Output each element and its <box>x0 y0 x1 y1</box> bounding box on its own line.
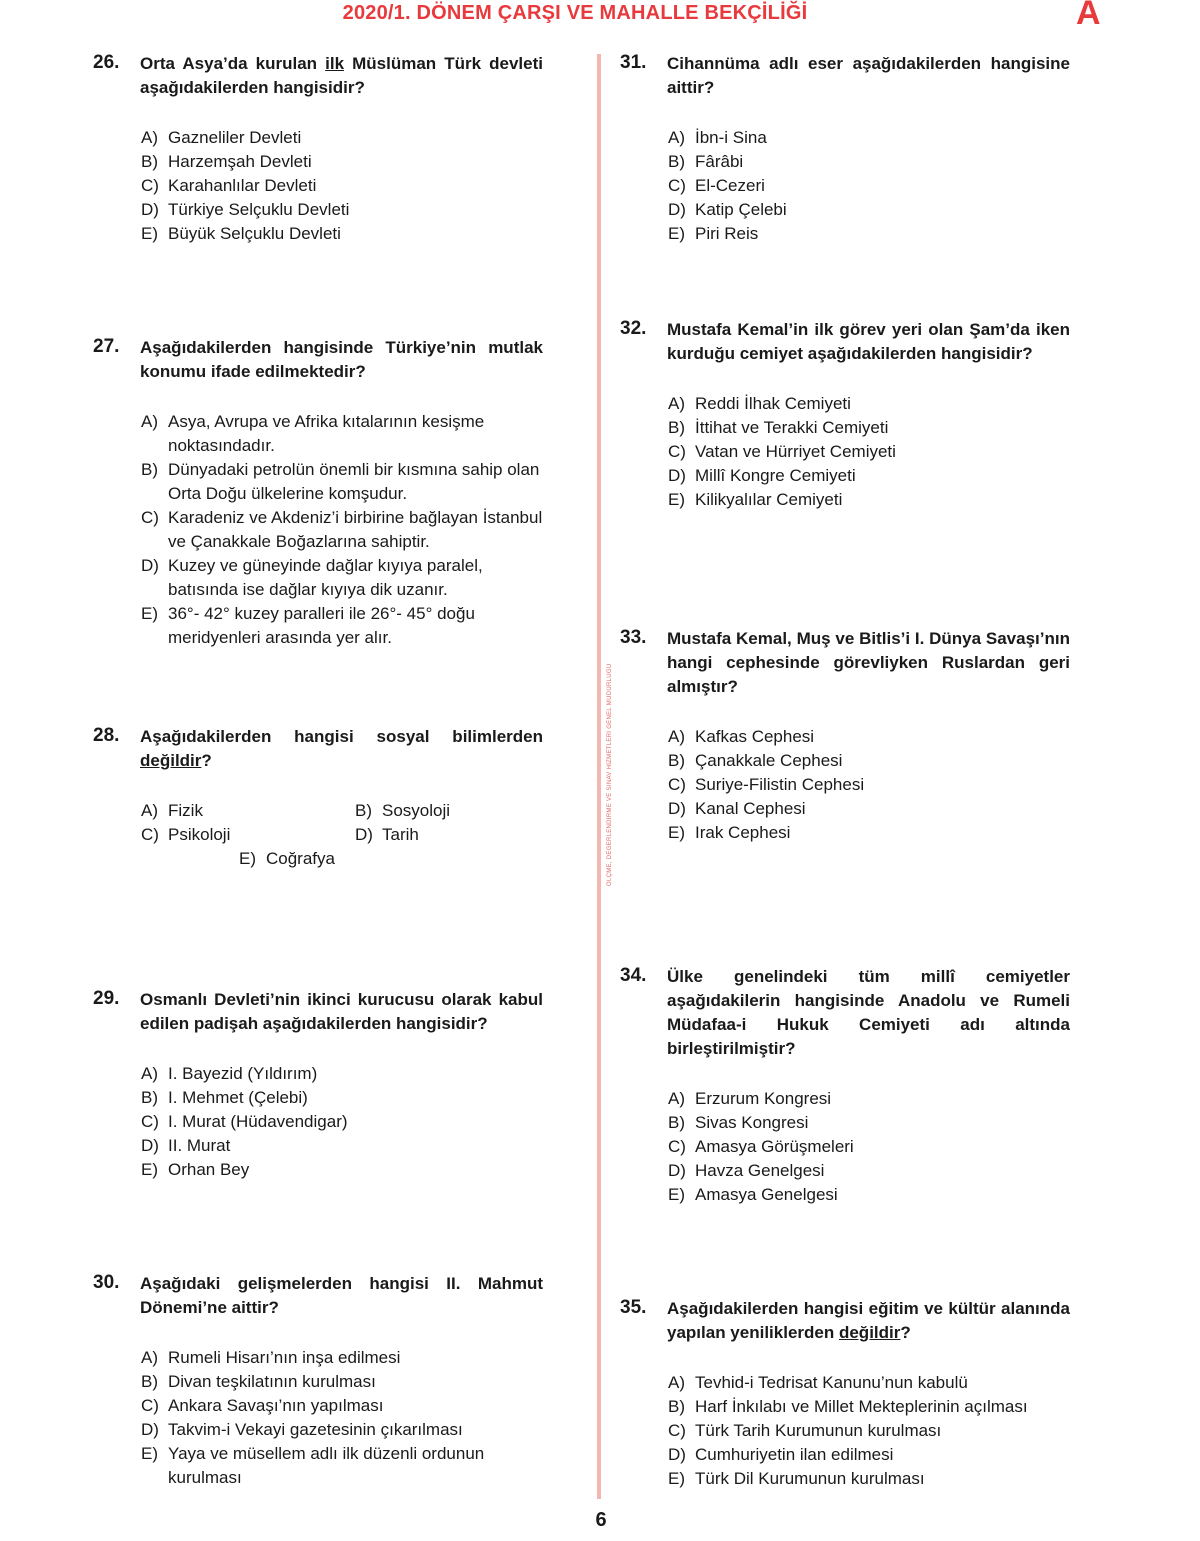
publisher-side-text: ÖLÇME, DEĞERLENDİRME VE SINAV HİZMETLERİ GENEL MÜDÜRLÜĞÜ <box>607 663 613 887</box>
option-b[interactable]: B) Sivas Kongresi <box>668 1113 809 1132</box>
question-stem: Cihannüma adlı eser aşağıdakilerden hangisine aittir? <box>667 54 1070 97</box>
option-d[interactable]: D) Katip Çelebi <box>668 200 787 219</box>
question-31 <box>620 52 1070 246</box>
option-list <box>668 725 1070 845</box>
option-e[interactable]: E) Büyük Selçuklu Devleti <box>141 224 341 243</box>
option-e[interactable]: E) Orhan Bey <box>141 1160 250 1179</box>
option-a[interactable]: A) Rumeli Hisarı’nın inşa edilmesi <box>141 1348 401 1367</box>
exam-title: 2020/1. DÖNEM ÇARŞI VE MAHALLE BEKÇİLİĞİ <box>342 2 808 24</box>
question-32 <box>620 318 1070 512</box>
option-e[interactable]: E) Coğrafya <box>239 849 335 868</box>
question-stem: Mustafa Kemal, Muş ve Bitlis’i I. Dünya Savaşı’nın hangi cephesinde görevliyken Ruslardan geri almıştır? <box>667 629 1070 696</box>
option-e[interactable]: E) Kilikyalılar Cemiyeti <box>668 490 843 509</box>
option-e[interactable]: E) Piri Reis <box>668 224 759 243</box>
question-stem: Ülke genelindeki tüm millî cemiyetler aşağıdakilerin hangisinde Anadolu ve Rumeli Müdafaa-i Hukuk Cemiyeti adı altında birleştirilmiştir? <box>667 967 1070 1058</box>
option-c[interactable]: C) Karadeniz ve Akdeniz’i birbirine bağlayan İstanbul ve Çanakkale Boğazlarına sahiptir. <box>141 508 543 551</box>
option-list <box>141 1346 543 1490</box>
option-list <box>668 392 1070 512</box>
question-number: 29. <box>93 988 120 1009</box>
option-b[interactable]: B) Sosyoloji <box>355 801 451 820</box>
option-a[interactable]: A) Tevhid-i Tedrisat Kanunu’nun kabulü <box>668 1373 968 1392</box>
option-b[interactable]: B) Harzemşah Devleti <box>141 152 312 171</box>
option-grid <box>141 799 543 871</box>
option-list <box>668 1087 1070 1207</box>
option-b[interactable]: B) Harf İnkılabı ve Millet Mekteplerinin açılması <box>668 1397 1028 1416</box>
option-list <box>141 410 543 650</box>
question-26 <box>93 52 543 246</box>
option-d[interactable]: D) Cumhuriyetin ilan edilmesi <box>668 1445 894 1464</box>
option-b[interactable]: B) Dünyadaki petrolün önemli bir kısmına sahip olan Orta Doğu ülkelerine komşudur. <box>141 460 540 503</box>
option-d[interactable]: D) II. Murat <box>141 1136 231 1155</box>
booklet-letter: A <box>1076 0 1101 32</box>
option-d[interactable]: D) Takvim-i Vekayi gazetesinin çıkarılması <box>141 1420 463 1439</box>
question-stem: Aşağıdakilerden hangisi eğitim ve kültür alanında yapılan yeniliklerden değildir? <box>667 1299 1070 1342</box>
option-e[interactable]: E) Türk Dil Kurumunun kurulması <box>668 1469 925 1488</box>
option-c[interactable]: C) I. Murat (Hüdavendigar) <box>141 1112 348 1131</box>
question-number: 28. <box>93 725 120 746</box>
option-list <box>141 126 543 246</box>
question-stem: Aşağıdakilerden hangisinde Türkiye’nin mutlak konumu ifade edilmektedir? <box>140 338 543 381</box>
option-b[interactable]: B) Divan teşkilatının kurulması <box>141 1372 376 1391</box>
option-c[interactable]: C) Karahanlılar Devleti <box>141 176 317 195</box>
option-d[interactable]: D) Tarih <box>355 825 419 844</box>
option-c[interactable]: C) El-Cezeri <box>668 176 765 195</box>
option-e[interactable]: E) Irak Cephesi <box>668 823 791 842</box>
question-35 <box>620 1297 1070 1491</box>
option-b[interactable]: B) I. Mehmet (Çelebi) <box>141 1088 308 1107</box>
underlined-word: değildir <box>140 751 202 770</box>
question-stem: Aşağıdaki gelişmelerden hangisi II. Mahmut Dönemi’ne aittir? <box>140 1274 543 1317</box>
option-e[interactable]: E) 36°- 42° kuzey paralleri ile 26°- 45° doğu meridyenleri arasında yer alır. <box>141 604 475 647</box>
option-d[interactable]: D) Millî Kongre Cemiyeti <box>668 466 856 485</box>
column-divider <box>597 54 601 1499</box>
option-list <box>141 1062 543 1182</box>
option-c[interactable]: C) Suriye-Filistin Cephesi <box>668 775 865 794</box>
option-b[interactable]: B) İttihat ve Terakki Cemiyeti <box>668 418 889 437</box>
option-a[interactable]: A) Kafkas Cephesi <box>668 727 815 746</box>
page-number: 6 <box>595 1509 607 1531</box>
question-28 <box>93 725 543 871</box>
option-d[interactable]: D) Kuzey ve güneyinde dağlar kıyıya paralel, batısında ise dağlar kıyıya dik uzanır. <box>141 556 483 599</box>
option-list <box>668 126 1070 246</box>
option-d[interactable]: D) Kanal Cephesi <box>668 799 806 818</box>
option-a[interactable]: A) Asya, Avrupa ve Afrika kıtalarının kesişme noktasındadır. <box>141 412 485 455</box>
option-list <box>668 1371 1070 1491</box>
question-number: 33. <box>620 627 647 648</box>
option-a[interactable]: A) Gazneliler Devleti <box>141 128 302 147</box>
option-c[interactable]: C) Amasya Görüşmeleri <box>668 1137 854 1156</box>
option-a[interactable]: A) I. Bayezid (Yıldırım) <box>141 1064 318 1083</box>
question-29 <box>93 988 543 1182</box>
question-number: 27. <box>93 336 120 357</box>
underlined-word: değildir <box>838 1323 901 1342</box>
underlined-word: ilk <box>325 54 345 73</box>
question-34 <box>620 965 1070 1207</box>
question-stem: Orta Asya’da kurulan ilk Müslüman Türk devleti aşağıdakilerden hangisidir? <box>140 54 543 97</box>
question-27 <box>93 336 543 650</box>
option-c[interactable]: C) Psikoloji <box>141 825 231 844</box>
option-a[interactable]: A) Fizik <box>141 801 203 820</box>
question-stem: Osmanlı Devleti’nin ikinci kurucusu olarak kabul edilen padişah aşağıdakilerden hangisidir? <box>140 990 543 1033</box>
option-c[interactable]: C) Türk Tarih Kurumunun kurulması <box>668 1421 942 1440</box>
question-30 <box>93 1272 543 1490</box>
option-a[interactable]: A) Reddi İlhak Cemiyeti <box>668 394 851 413</box>
question-number: 30. <box>93 1272 120 1293</box>
question-stem: Aşağıdakilerden hangisi sosyal bilimlerden değildir? <box>140 727 543 770</box>
question-number: 34. <box>620 965 647 986</box>
option-d[interactable]: D) Türkiye Selçuklu Devleti <box>141 200 350 219</box>
option-a[interactable]: A) Erzurum Kongresi <box>668 1089 832 1108</box>
option-c[interactable]: C) Ankara Savaşı’nın yapılması <box>141 1396 384 1415</box>
question-number: 32. <box>620 318 647 339</box>
question-33 <box>620 627 1070 845</box>
question-number: 26. <box>93 52 120 73</box>
question-stem: Mustafa Kemal’in ilk görev yeri olan Şam’da iken kurduğu cemiyet aşağıdakilerden hangisidir? <box>667 320 1070 363</box>
option-a[interactable]: A) İbn-i Sina <box>668 128 767 147</box>
option-e[interactable]: E) Amasya Genelgesi <box>668 1185 838 1204</box>
question-number: 31. <box>620 52 647 73</box>
option-c[interactable]: C) Vatan ve Hürriyet Cemiyeti <box>668 442 896 461</box>
option-d[interactable]: D) Havza Genelgesi <box>668 1161 825 1180</box>
option-e[interactable]: E) Yaya ve müsellem adlı ilk düzenli ordunun kurulması <box>141 1444 485 1487</box>
option-b[interactable]: B) Çanakkale Cephesi <box>668 751 843 770</box>
option-b[interactable]: B) Fârâbi <box>668 152 744 171</box>
question-number: 35. <box>620 1297 647 1318</box>
